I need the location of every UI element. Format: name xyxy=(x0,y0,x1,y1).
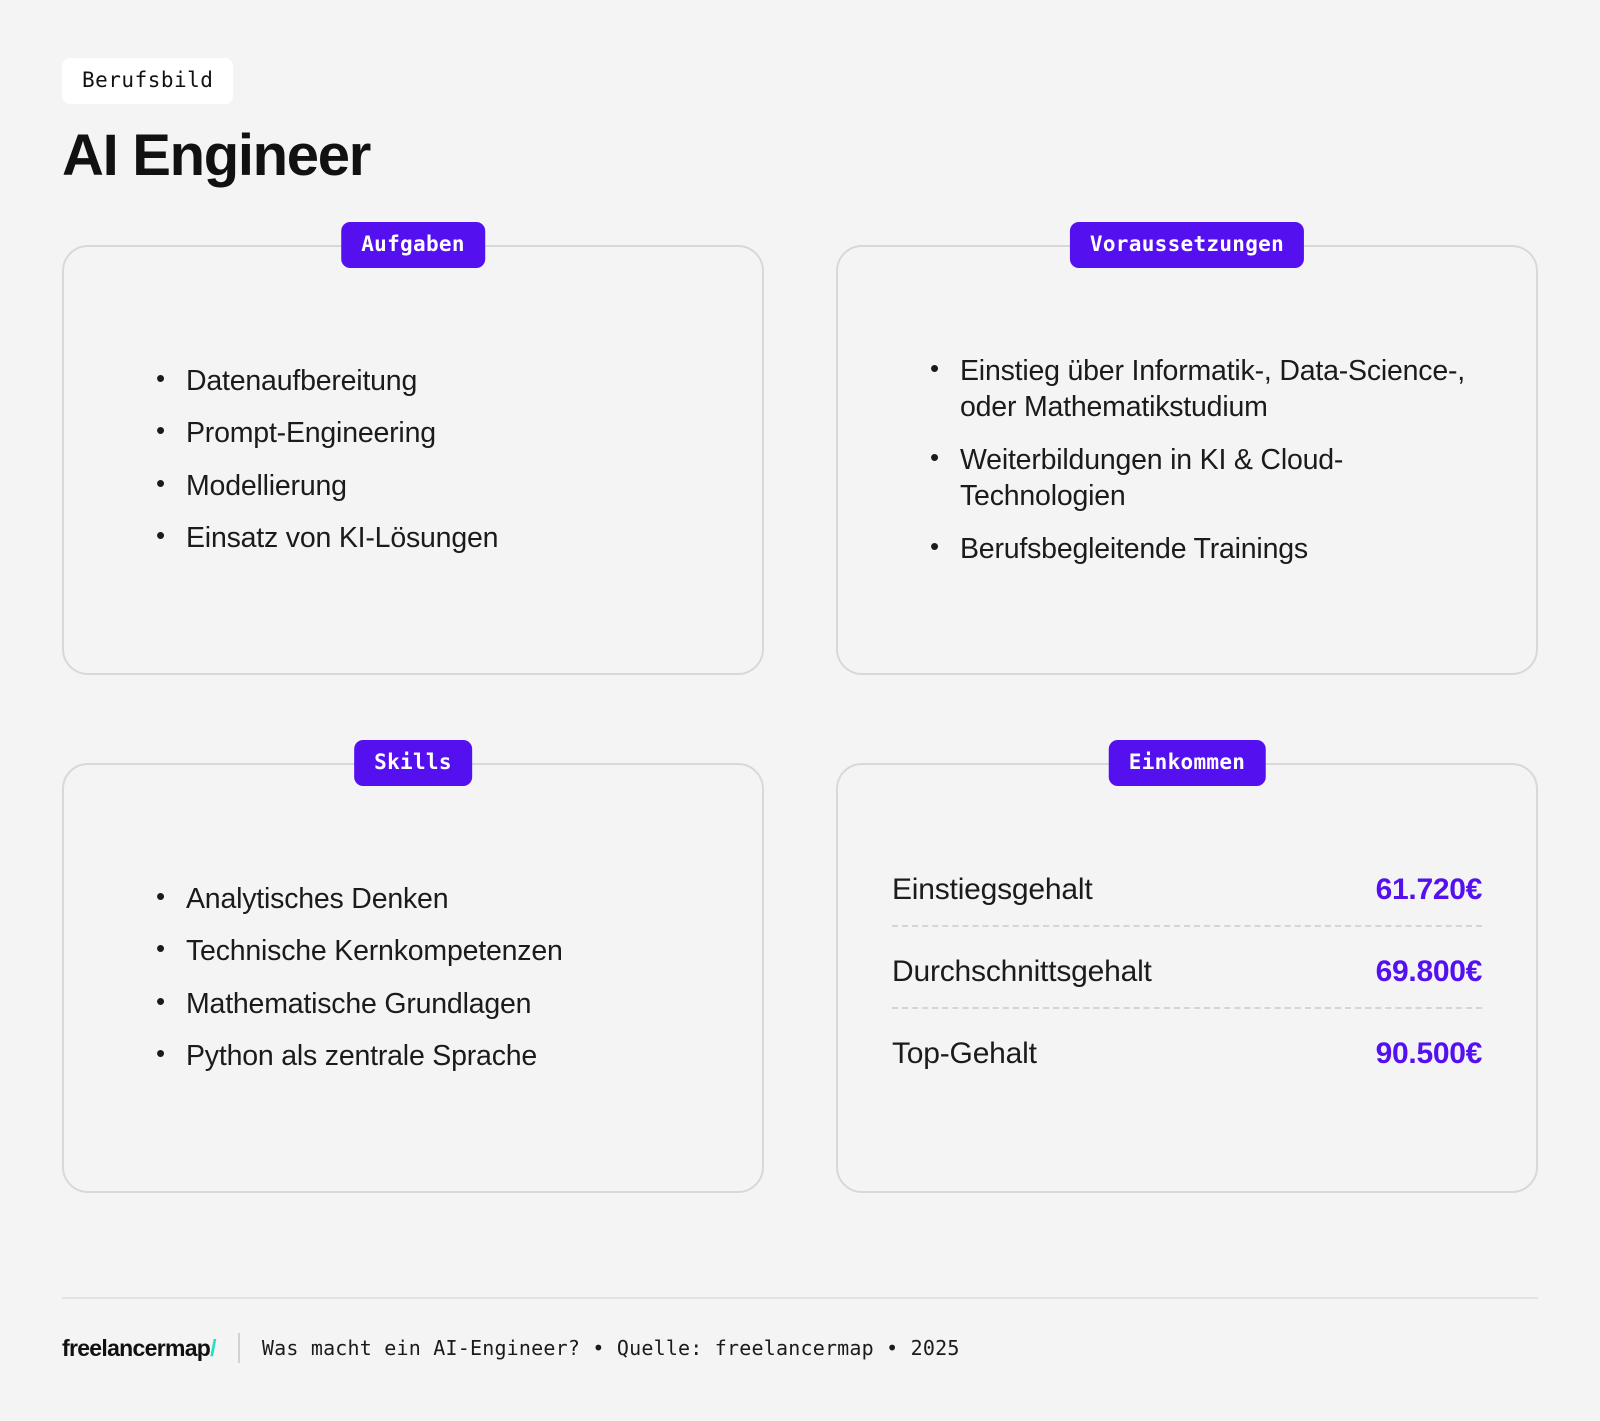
card-tasks-chip: Aufgaben xyxy=(341,222,485,268)
salary-label: Top-Gehalt xyxy=(892,1036,1037,1070)
card-income xyxy=(836,749,1538,1193)
card-income-body xyxy=(836,763,1538,1193)
cards-grid xyxy=(62,231,1538,1193)
salary-label: Durchschnittsgehalt xyxy=(892,954,1152,988)
card-skills-chip: Skills xyxy=(354,740,472,786)
salary-label: Einstiegsgehalt xyxy=(892,872,1093,906)
list-item: • Mathematische Grundlagen xyxy=(156,986,718,1022)
list-item: • Prompt-Engineering xyxy=(156,415,718,451)
row-divider xyxy=(892,925,1482,927)
salary-table xyxy=(892,867,1482,1089)
tasks-list xyxy=(108,363,718,557)
skills-list xyxy=(108,881,718,1075)
footer-divider xyxy=(62,1297,1538,1299)
footer-separator xyxy=(238,1333,240,1363)
card-tasks-body xyxy=(62,245,764,675)
table-row xyxy=(892,867,1482,925)
salary-value: 90.500€ xyxy=(1375,1036,1482,1070)
page-title: AI Engineer xyxy=(62,123,370,188)
salary-value: 61.720€ xyxy=(1375,872,1482,906)
eyebrow-badge: Berufsbild xyxy=(62,58,233,104)
card-skills xyxy=(62,749,764,1193)
footer xyxy=(62,1297,1538,1363)
brand-name: freelancermap xyxy=(62,1334,211,1361)
card-income-chip: Einkommen xyxy=(1109,740,1266,786)
table-row xyxy=(892,1031,1482,1089)
list-item: • Python als zentrale Sprache xyxy=(156,1038,718,1074)
list-item: • Analytisches Denken xyxy=(156,881,718,917)
brand-slash: / xyxy=(210,1334,216,1361)
list-item: • Einstieg über Informatik-, Data-Science-, oder Mathematikstudium xyxy=(930,353,1492,426)
card-tasks xyxy=(62,231,764,675)
table-row xyxy=(892,949,1482,1007)
requirements-list xyxy=(882,353,1492,567)
row-divider xyxy=(892,1007,1482,1009)
list-item: • Einsatz von KI-Lösungen xyxy=(156,520,718,556)
salary-value: 69.800€ xyxy=(1375,954,1482,988)
footer-source-text: Was macht ein AI-Engineer? • Quelle: freelancermap • 2025 xyxy=(261,1336,960,1360)
card-skills-body xyxy=(62,763,764,1193)
list-item: • Datenaufbereitung xyxy=(156,363,718,399)
list-item: • Modellierung xyxy=(156,468,718,504)
list-item: • Weiterbildungen in KI & Cloud-Technologien xyxy=(930,442,1492,515)
card-requirements-body xyxy=(836,245,1538,675)
list-item: • Technische Kernkompetenzen xyxy=(156,933,718,969)
card-requirements-chip: Voraussetzungen xyxy=(1070,222,1304,268)
card-requirements xyxy=(836,231,1538,675)
brand-logo xyxy=(62,1335,216,1362)
list-item: • Berufsbegleitende Trainings xyxy=(930,531,1492,567)
